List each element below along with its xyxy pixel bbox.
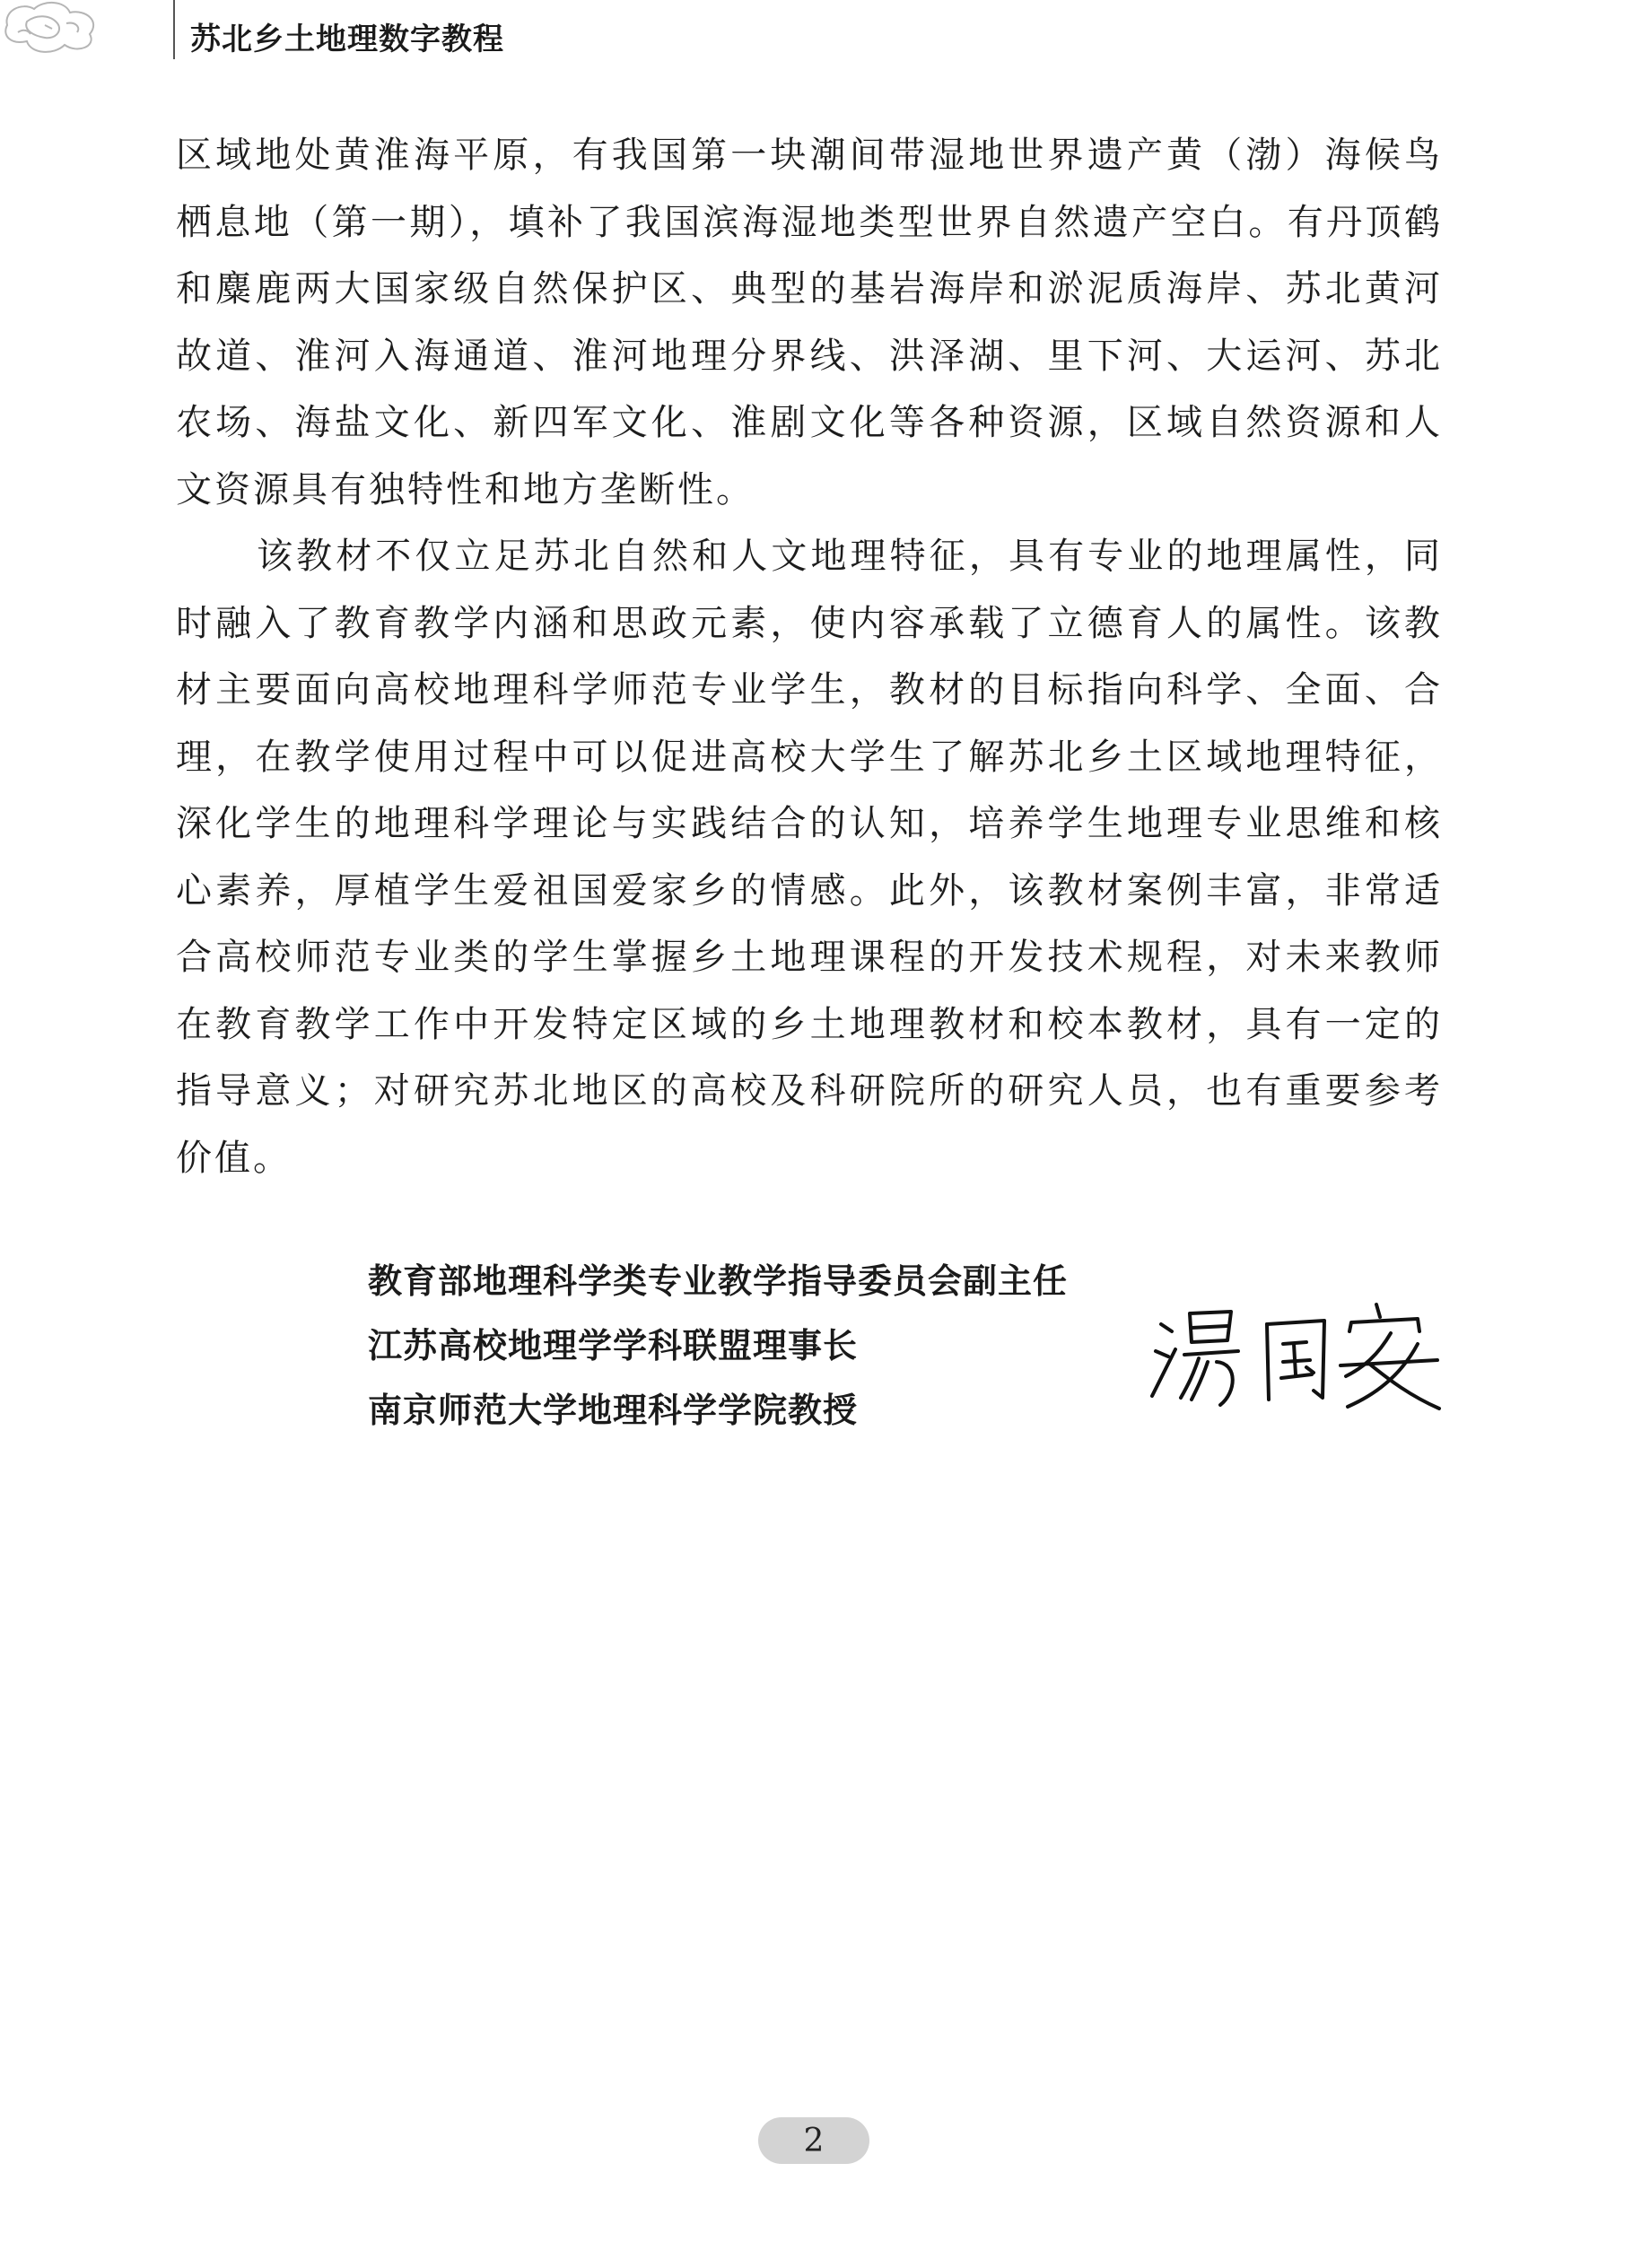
author-title-line-1: 教育部地理科学类专业教学指导委员会副主任 [368,1261,1069,1301]
body-paragraph-1: 区域地处黄淮海平原，有我国第一块潮间带湿地世界遗产黄（渤）海候鸟栖息地（第一期），填补了我国滨海湿地类型世界自然遗产空白。有丹顶鹤和麋鹿两大国家级自然保护区、典型的基岩海岸和淤泥质海岸、苏北黄河故道、淮河入海通道、淮河地理分界线、洪泽湖、里下河、大运河、苏北农场、海盐文化、新四军文化、淮剧文化等各种资源，区域自然资源和人文资源具有独特性和地方垄断性。 [176,135,1443,510]
body-paragraph-2: 该教材不仅立足苏北自然和人文地理特征，具有专业的地理属性，同时融入了教育教学内涵和思政元素，使内容承载了立德育人的属性。该教材主要面向高校地理科学师范专业学生，教材的目标指向科学、全面、合理，在教学使用过程中可以促进高校大学生了解苏北乡土区域地理特征，深化学生的地理科学理论与实践结合的认知，培养学生地理专业思维和核心素养，厚植学生爱祖国爱家乡的情感。此外，该教材案例丰富，非常适合高校师范专业类的学生掌握乡土地理课程的开发技术规程，对未来教师在教育教学工作中开发特定区域的乡土地理教材和校本教材，具有一定的指导意义；对研究苏北地区的高校及科研院所的研究人员，也有重要参考价值。 [176,536,1443,1179]
author-title-line-2: 江苏高校地理学学科联盟理事长 [368,1326,859,1365]
author-title-line-3: 南京师范大学地理科学学院教授 [368,1391,859,1430]
foreword-body [176,122,1443,1191]
handwritten-signature [1148,1292,1445,1418]
author-titles [368,1249,1068,1443]
decorative-flower-outline-icon [0,0,108,54]
header-divider [173,0,175,59]
running-header-title: 苏北乡土地理数字教程 [190,22,504,57]
page-number: 2 [758,2117,869,2164]
